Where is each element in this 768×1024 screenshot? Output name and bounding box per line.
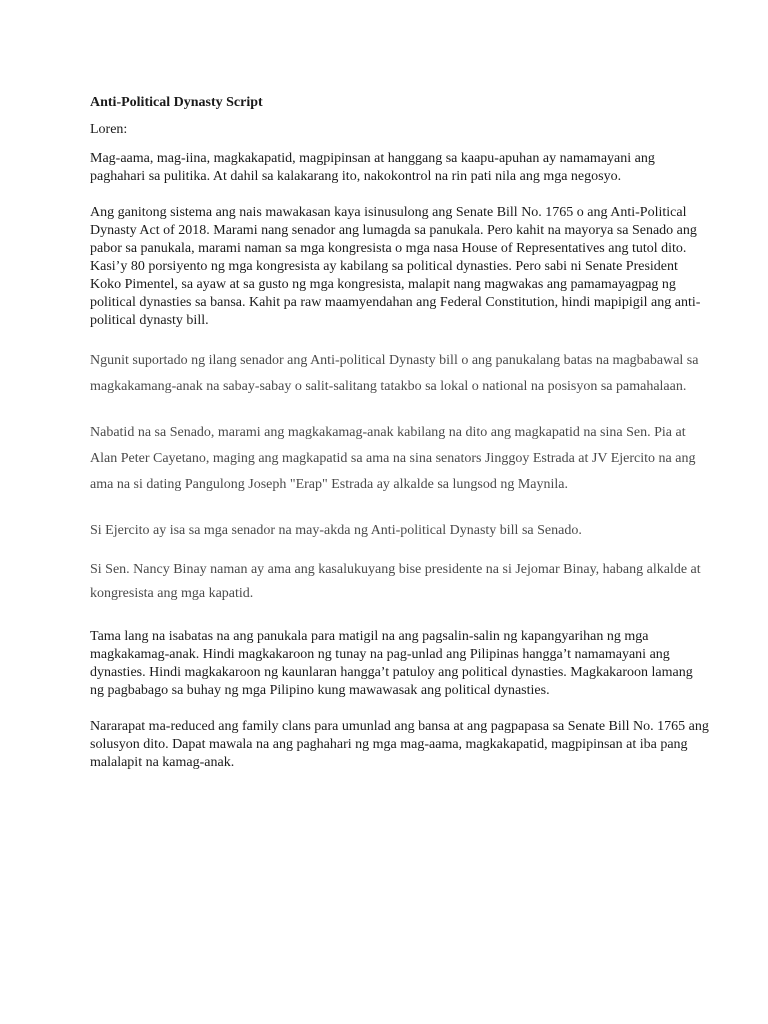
paragraph-4: Nabatid na sa Senado, marami ang magkakamag-anak kabilang na dito ang magkapatid na sina Sen. Pia at Alan Peter Cayetano, maging ang magkapatid sa ama na sina senators Jinggoy Estrada at JV Ejercito na ang ama na si dating Pangulong Joseph "Erap" Estrada ay alkalde sa lungsod ng Maynila.	[90, 425, 696, 492]
paragraph-2: Ang ganitong sistema ang nais mawakasan kaya isinusulong ang Senate Bill No. 1765 o ang Anti-Political Dynasty Act of 2018. Marami nang senador ang lumagda sa panukala. Pero kahit na mayorya sa Senado ang pabor sa panukala, marami naman sa mga kongresista o mga nasa House of Representatives ang tutol dito. Kasi’y 80 porsiyento ng mga kongresista ay kabilang sa political dynasties. Pero sabi ni Senate President Koko Pimentel, sa ayaw at sa gusto ng mga kongresista, malapit nang magwakas ang pamamayagpag ng political dynasties sa bansa. Kahit pa raw maamyendahan ang Federal Constitution, hindi mapipigil ang anti-political dynasty bill.	[90, 205, 701, 328]
document-body	[90, 94, 710, 790]
document-title: Anti-Political Dynasty Script	[90, 95, 263, 110]
speaker-label: Loren:	[90, 122, 128, 137]
paragraph-3: Ngunit suportado ng ilang senador ang Anti-political Dynasty bill o ang panukalang batas na magbabawal sa magkakamang-anak na sabay-sabay o salit-salitang tatakbo sa lokal o national na posisyon sa pamahalaan.	[90, 353, 699, 394]
paragraph-6: Si Sen. Nancy Binay naman ay ama ang kasalukuyang bise presidente na si Jejomar Binay, habang alkalde at kongresista ang mga kapatid.	[90, 562, 701, 601]
paragraph-5: Si Ejercito ay isa sa mga senador na may-akda ng Anti-political Dynasty bill sa Senado.	[90, 523, 582, 538]
paragraph-8: Nararapat ma-reduced ang family clans para umunlad ang bansa at ang pagpapasa sa Senate Bill No. 1765 ang solusyon dito. Dapat mawala na ang paghahari ng mga mag-aama, magkakapatid, magpipinsan at iba pang malalapit na kamag-anak.	[90, 719, 709, 770]
paragraph-7: Tama lang na isabatas na ang panukala para matigil na ang pagsalin-salin ng kapangyarihan ng mga magkakamag-anak. Hindi magkakaroon ng tunay na pag-unlad ang Pilipinas hangga’t namamayani ang dynasties. Hindi magkakaroon ng kaunlaran hangga’t patuloy ang political dynasties. Magkakaroon lamang ng pagbabago sa buhay ng mga Pilipino kung mawawasak ang political dynasties.	[90, 629, 693, 698]
paragraph-1: Mag-aama, mag-iina, magkakapatid, magpipinsan at hanggang sa kaapu-apuhan ay namamayani ang paghahari sa pulitika. At dahil sa kalakarang ito, nakokontrol na rin pati nila ang mga negosyo.	[90, 151, 655, 184]
